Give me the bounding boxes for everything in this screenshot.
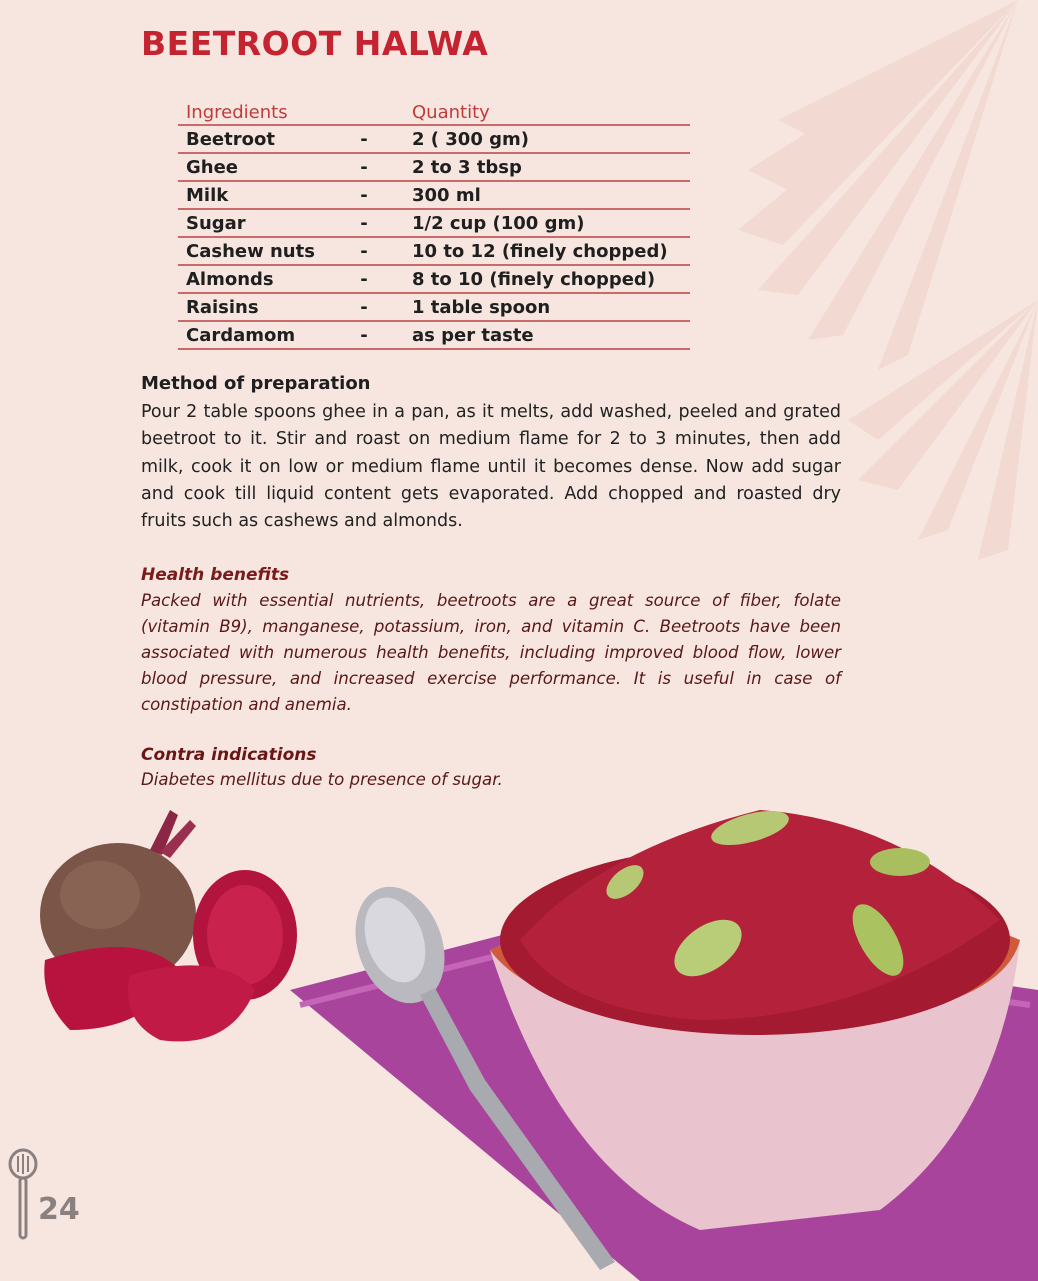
row-separator: -	[354, 265, 404, 293]
ingredient-quantity: as per taste	[404, 321, 690, 349]
ingredient-name: Sugar	[178, 209, 354, 237]
ingredient-quantity: 300 ml	[404, 181, 690, 209]
table-header-row	[178, 98, 690, 125]
ingredients-header: Ingredients	[178, 98, 354, 125]
row-separator: -	[354, 125, 404, 153]
ingredient-name: Almonds	[178, 265, 354, 293]
table-row	[178, 209, 690, 237]
ingredient-name: Milk	[178, 181, 354, 209]
table-row	[178, 153, 690, 181]
ingredient-quantity: 2 ( 300 gm)	[404, 125, 690, 153]
table-row	[178, 293, 690, 321]
table-row	[178, 321, 690, 349]
row-separator: -	[354, 293, 404, 321]
ladle-icon	[6, 1148, 40, 1244]
ingredient-quantity: 1 table spoon	[404, 293, 690, 321]
contra-indications-heading: Contra indications	[141, 745, 317, 765]
ingredient-name: Cardamom	[178, 321, 354, 349]
ingredient-name: Beetroot	[178, 125, 354, 153]
ingredient-quantity: 1/2 cup (100 gm)	[404, 209, 690, 237]
row-separator: -	[354, 209, 404, 237]
health-benefits-text: Packed with essential nutrients, beetroots are a great source of fiber, folate (vitamin B9), manganese, potassium, iron, and vitamin C. Beetroots have been associated with numerous health benefits, including improved blood flow, lower blood pressure, and increased exercise performance. It is useful in case of constipation and anemia.	[141, 591, 841, 714]
ingredient-name: Cashew nuts	[178, 237, 354, 265]
halwa-bowl-illustration	[0, 790, 1038, 1281]
ingredient-quantity: 10 to 12 (finely chopped)	[404, 237, 690, 265]
recipe-title: BEETROOT HALWA	[141, 24, 489, 63]
separator-header	[354, 98, 404, 125]
pistachio-sliver	[870, 848, 930, 876]
ingredient-quantity: 8 to 10 (finely chopped)	[404, 265, 690, 293]
page-number: 24	[38, 1192, 80, 1227]
row-separator: -	[354, 321, 404, 349]
ingredients-table	[178, 98, 690, 350]
row-separator: -	[354, 237, 404, 265]
table-row	[178, 265, 690, 293]
ingredient-name: Raisins	[178, 293, 354, 321]
quantity-header: Quantity	[404, 98, 690, 125]
health-benefits-heading: Health benefits	[141, 565, 290, 585]
row-separator: -	[354, 153, 404, 181]
table-row	[178, 237, 690, 265]
table-row	[178, 181, 690, 209]
ingredient-quantity: 2 to 3 tbsp	[404, 153, 690, 181]
row-separator: -	[354, 181, 404, 209]
method-text: Pour 2 table spoons ghee in a pan, as it melts, add washed, peeled and grated beetroot to it. Stir and roast on medium flame for 2 to 3 minutes, then add milk, cook it on low or medium flame until it becomes dense. Now add sugar and cook till liquid content gets evaporated. Add chopped and roasted dry fruits such as cashews and almonds.	[141, 402, 841, 532]
table-row	[178, 125, 690, 153]
ingredient-name: Ghee	[178, 153, 354, 181]
method-heading: Method of preparation	[141, 373, 371, 394]
contra-indications-text: Diabetes mellitus due to presence of sugar.	[141, 770, 503, 789]
